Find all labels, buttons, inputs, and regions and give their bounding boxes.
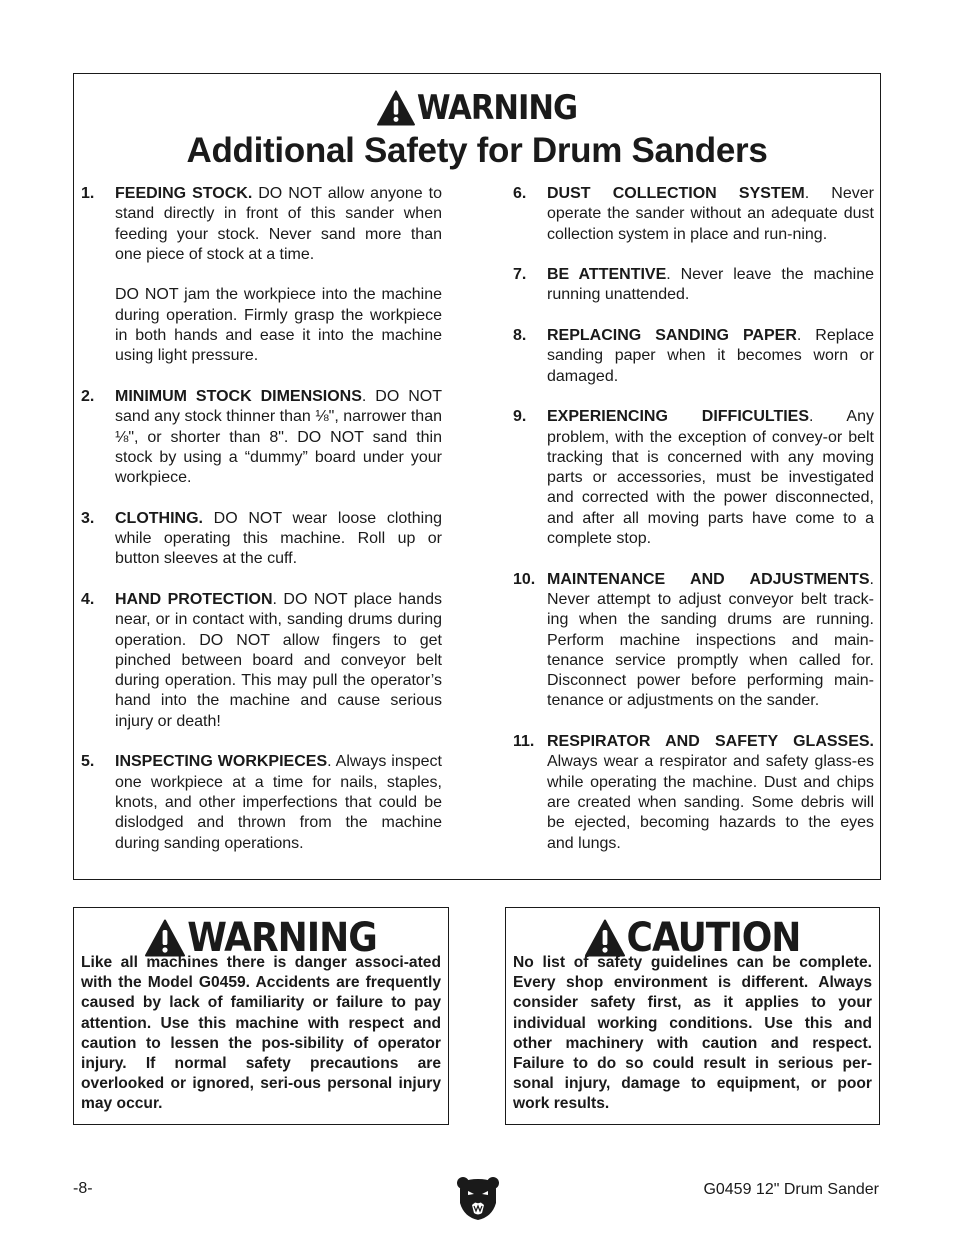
warning-triangle-icon bbox=[145, 919, 185, 957]
item-number: 11. bbox=[513, 733, 535, 751]
caution-notice bbox=[505, 907, 880, 1125]
safety-item bbox=[81, 509, 442, 570]
safety-item bbox=[81, 184, 442, 367]
additional-safety-notice bbox=[73, 73, 881, 880]
bear-head-icon bbox=[456, 1175, 500, 1221]
item-title: INSPECTING WORKPIECES bbox=[115, 753, 328, 771]
document-title: G0459 12" Drum Sander bbox=[703, 1181, 879, 1198]
item-body bbox=[115, 590, 442, 732]
warning-header bbox=[74, 88, 880, 128]
safety-item bbox=[513, 407, 874, 549]
caution-text: No list of safety guidelines can be complete. Every shop environment is different. Always consider safety first, as it applies to your individual working conditions. Use this and other machinery with caution and respect. Failure to do so could result in serious per-sonal injury, damage to equipment, or poor work results. bbox=[513, 954, 872, 1113]
item-number: 4. bbox=[81, 590, 95, 608]
item-text: . Never attempt to adjust conveyor belt track-ing when the sanding drums are running. Perform machine inspections and main-tenance service promptly when called for. Disconnect power before performing main-tenance or adjustments on the sander. bbox=[547, 570, 874, 710]
item-body bbox=[547, 407, 874, 549]
safety-item bbox=[513, 732, 874, 854]
item-title: CLOTHING. bbox=[115, 509, 203, 527]
signal-word: CAUTION bbox=[626, 915, 801, 961]
item-body bbox=[115, 184, 442, 367]
item-title: DUST COLLECTION SYSTEM bbox=[547, 185, 805, 202]
safety-item bbox=[513, 570, 874, 712]
item-title: REPLACING SANDING PAPER bbox=[547, 327, 797, 345]
item-extra-text: DO NOT jam the workpiece into the machine during operation. Firmly grasp the workpiece in both hands and ease it into the machine using light pressure. bbox=[115, 286, 442, 365]
safety-list-left bbox=[81, 184, 442, 874]
item-body bbox=[547, 326, 874, 387]
safety-item bbox=[513, 184, 874, 245]
item-number: 8. bbox=[513, 327, 527, 345]
item-number: 6. bbox=[513, 185, 527, 202]
item-text: . DO NOT place hands near, or in contact with, sanding drums during operation. DO NOT allow fingers to get pinched between board and conveyor belt during operation. This may pull the operator’s hand into the machine and cause serious injury or death! bbox=[115, 590, 442, 730]
signal-word: WARNING bbox=[416, 88, 578, 128]
item-body bbox=[115, 387, 442, 488]
safety-item bbox=[81, 590, 442, 732]
item-body bbox=[115, 752, 442, 853]
item-title: HAND PROTECTION bbox=[115, 590, 273, 608]
item-text: . Replace sanding paper when it becomes worn or damaged. bbox=[547, 327, 875, 385]
item-title: BE ATTENTIVE bbox=[547, 266, 667, 284]
warning-triangle-icon bbox=[585, 919, 625, 957]
item-text: DO NOT wear loose clothing while operating this machine. Roll up or button sleeves at the cuff. bbox=[115, 509, 442, 568]
item-body bbox=[115, 509, 442, 570]
item-text: . Never operate the sander without an adequate dust collection system in place and run-ning. bbox=[547, 185, 874, 243]
item-text: . Never leave the machine running unattended. bbox=[547, 266, 874, 304]
item-text: . Always inspect one workpiece at a time for nails, staples, knots, and other imperfections that could be dislodged and thrown from the machine during sanding operations. bbox=[115, 753, 442, 852]
item-text: . DO NOT sand any stock thinner than ⅛", narrower than ⅛", or shorter than 8". DO NOT sand thin stock by using a “dummy” board under your workpiece. bbox=[115, 387, 442, 487]
safety-item bbox=[513, 326, 874, 387]
item-body bbox=[547, 570, 874, 712]
signal-word: WARNING bbox=[187, 915, 377, 961]
safety-item bbox=[81, 387, 442, 488]
item-number: 3. bbox=[81, 509, 95, 527]
page-number: -8- bbox=[73, 1180, 93, 1197]
item-text: Always wear a respirator and safety glass-es while operating the machine. Dust and chips are created when sanding. Some debris will be ejected, becoming hazards to the eyes and lungs. bbox=[547, 753, 874, 852]
general-warning-notice bbox=[73, 907, 449, 1125]
item-body bbox=[547, 732, 874, 854]
safety-list-right bbox=[513, 184, 874, 874]
item-number: 9. bbox=[513, 408, 527, 426]
page-title: Additional Safety for Drum Sanders bbox=[186, 131, 768, 170]
item-title: EXPERIENCING DIFFICULTIES bbox=[547, 408, 810, 426]
item-title: MINIMUM STOCK DIMENSIONS bbox=[115, 387, 362, 405]
item-text: . Any problem, with the exception of convey-or belt tracking that is concerned with any moving parts or accessories, must be investigated and corrected with the power disconnected, and after all moving parts have come to a complete stop. bbox=[547, 408, 874, 548]
item-body bbox=[547, 184, 874, 245]
item-text: DO NOT allow anyone to stand directly in front of this sander when feeding your stock. Never sand more than one piece of stock at a time. bbox=[115, 185, 442, 263]
item-number: 2. bbox=[81, 387, 95, 405]
warning-triangle-icon bbox=[377, 90, 415, 126]
item-title: RESPIRATOR AND SAFETY GLASSES. bbox=[547, 733, 874, 751]
item-number: 10. bbox=[513, 570, 536, 588]
item-title: FEEDING STOCK. bbox=[115, 185, 253, 202]
item-number: 1. bbox=[81, 185, 95, 202]
item-number: 5. bbox=[81, 753, 95, 771]
warning-text: Like all machines there is danger associ-ated with the Model G0459. Accidents are frequently caused by lack of familiarity or failure to pay attention. Use this machine with respect and caution to lessen the pos-sibility of operator injury. If normal safety precautions are overlooked or ignored, seri-ous personal injury may occur. bbox=[81, 954, 441, 1113]
safety-item bbox=[81, 752, 442, 853]
item-body bbox=[547, 265, 874, 306]
item-number: 7. bbox=[513, 266, 527, 284]
item-title: MAINTENANCE AND ADJUSTMENTS bbox=[547, 570, 870, 588]
safety-item bbox=[513, 265, 874, 306]
